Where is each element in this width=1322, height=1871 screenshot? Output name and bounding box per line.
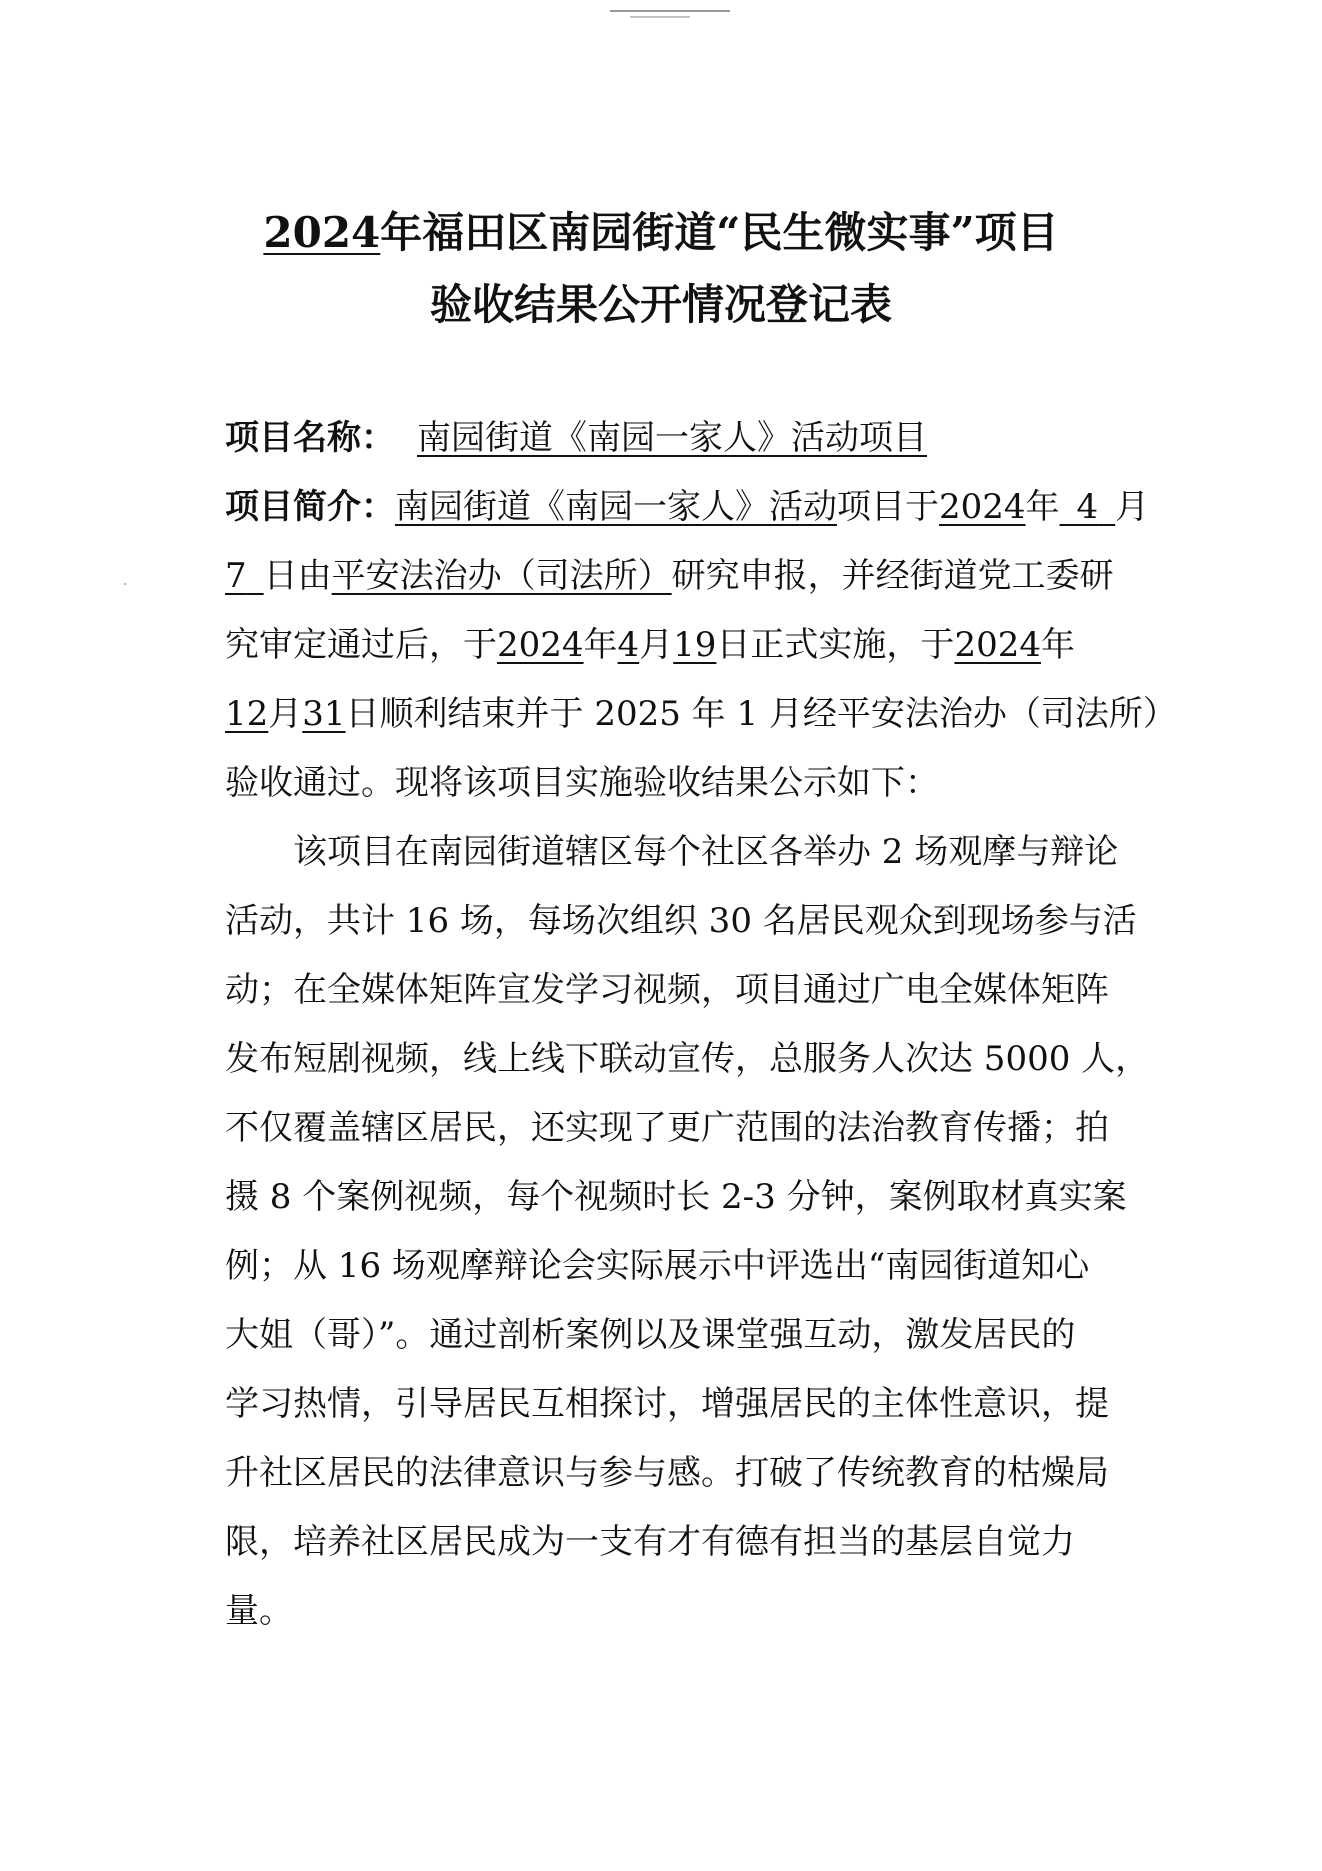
body-line: 大姐（哥）”。通过剖析案例以及课堂强互动，激发居民的 [225, 1315, 1076, 1355]
intro-text: 究审定通过后，于 [225, 625, 497, 665]
report-day: 7 [225, 556, 247, 596]
impl-month: 4 [617, 625, 640, 665]
intro-text: 年 [583, 625, 618, 665]
intro-line-3 [225, 625, 1075, 665]
department: 平安法治办（司法所） [331, 556, 672, 596]
end-day: 31 [302, 694, 346, 734]
intro-line-5: 验收通过。现将该项目实施验收结果公示如下： [225, 763, 939, 803]
scan-mark [630, 16, 690, 18]
body-line: 量。 [225, 1591, 293, 1631]
body-line: 升社区居民的法律意识与参与感。打破了传统教育的枯燥局 [225, 1453, 1109, 1493]
intro-text: 项目于 [837, 487, 939, 527]
title-year: 2024 [263, 208, 381, 257]
intro-project-name: 南园街道《南园一家人》活动 [395, 487, 837, 527]
scan-mark [610, 10, 730, 12]
impl-day: 19 [673, 625, 717, 665]
project-name-value: 南园街道《南园一家人》活动项目 [417, 418, 927, 458]
body-line: 例；从 16 场观摩辩论会实际展示中评选出“南园街道知心 [225, 1246, 1090, 1286]
body-line: 不仅覆盖辖区居民，还实现了更广范围的法治教育传播；拍 [225, 1108, 1109, 1148]
body-line: 活动，共计 16 场，每场次组织 30 名居民观众到现场参与活 [225, 901, 1137, 941]
project-name-label: 项目名称： [225, 418, 395, 458]
intro-label: 项目简介： [225, 487, 395, 527]
title-rest: 年福田区南园街道“民生微实事”项目 [380, 208, 1059, 257]
project-name-line [225, 418, 949, 458]
intro-text: 月 [268, 694, 303, 734]
body-line: 限，培养社区居民成为一支有才有德有担当的基层自觉力 [225, 1522, 1075, 1562]
intro-text: 月 [639, 625, 674, 665]
body-line: 动；在全媒体矩阵宣发学习视频，项目通过广电全媒体矩阵 [225, 970, 1109, 1010]
intro-text: 年 [1025, 487, 1060, 527]
body-line: 该项目在南园街道辖区每个社区各举办 2 场观摩与辩论 [293, 832, 1119, 872]
report-month: 4 [1076, 487, 1099, 527]
intro-text: 日正式实施，于 [716, 625, 955, 665]
body-line: 学习热情，引导居民互相探讨，增强居民的主体性意识，提 [225, 1384, 1109, 1424]
body-line: 摄 8 个案例视频，每个视频时长 2-3 分钟，案例取材真实案 [225, 1177, 1127, 1217]
intro-line-1 [225, 487, 1149, 527]
scan-speck [124, 583, 126, 585]
intro-line-2 [225, 556, 1114, 596]
impl-year: 2024 [497, 625, 584, 665]
document-title-line1 [0, 200, 1322, 260]
intro-text: 年 [1040, 625, 1075, 665]
end-month: 12 [225, 694, 269, 734]
intro-text: 研究申报，并经街道党工委研 [671, 556, 1114, 596]
intro-line-4 [225, 694, 1177, 734]
body-line: 发布短剧视频，线上线下联动宣传，总服务人次达 5000 人， [225, 1039, 1150, 1079]
intro-text: 月 [1115, 487, 1150, 527]
intro-text: 日顺利结束并于 2025 年 1 月经平安法治办（司法所） [345, 694, 1177, 734]
end-year: 2024 [954, 625, 1041, 665]
intro-text: 日由 [263, 556, 332, 596]
report-year: 2024 [939, 487, 1026, 527]
document-title-line2: 验收结果公开情况登记表 [429, 280, 892, 329]
